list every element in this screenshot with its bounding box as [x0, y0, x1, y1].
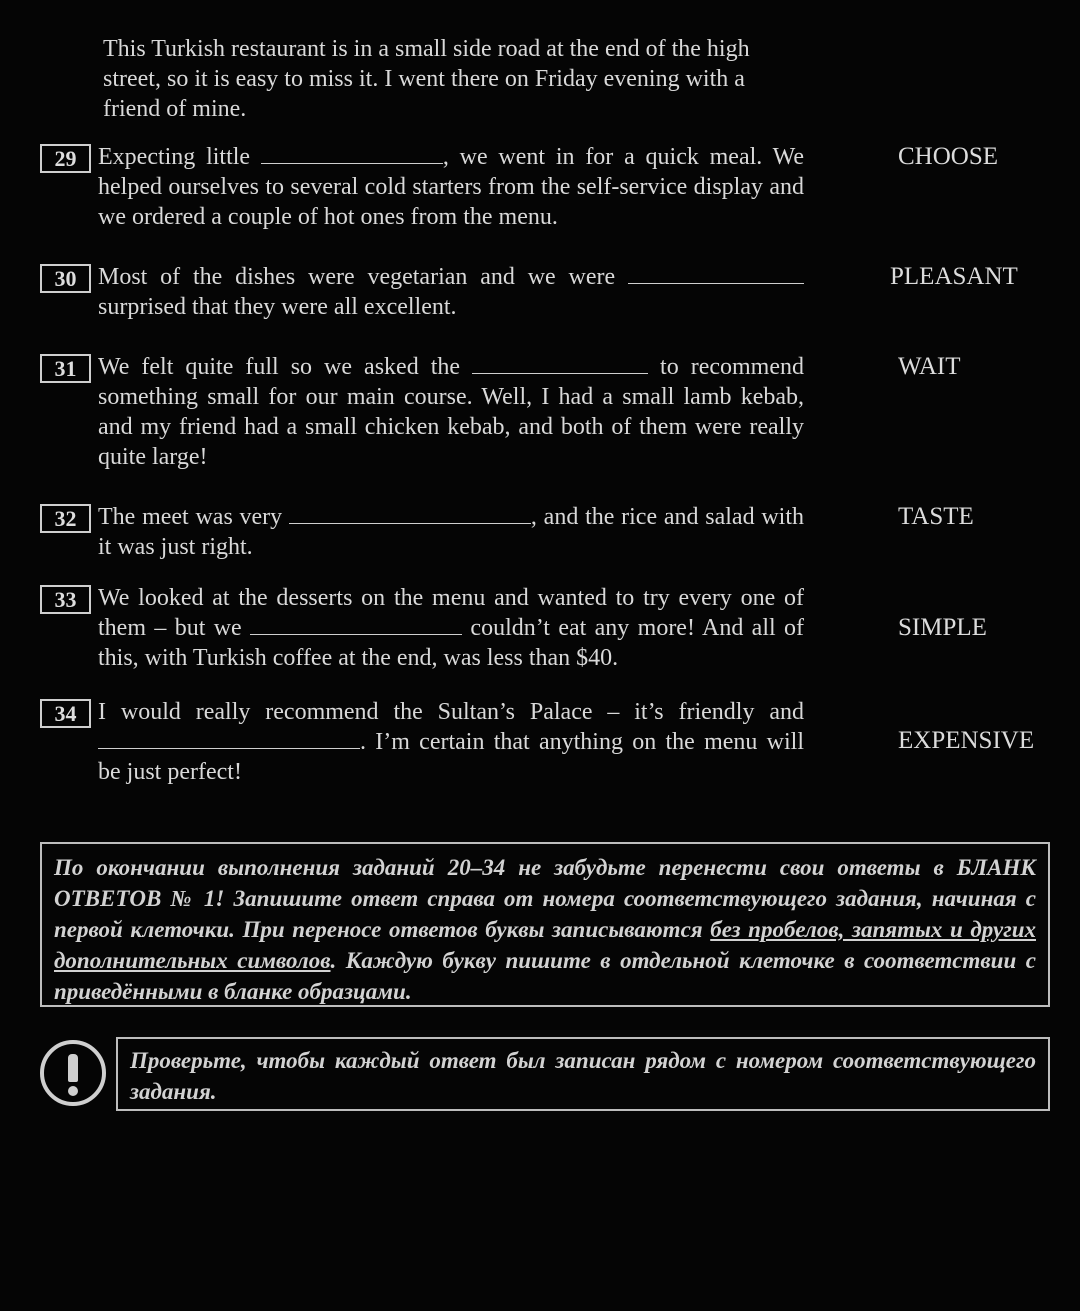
answer-blank[interactable] — [250, 614, 462, 635]
task-30 — [40, 262, 1050, 324]
text-after-blank: to recommend something small for our main course. Well, I had a small lamb kebab, and my friend had a small chicken kebab, and both of them were really quite large! — [98, 354, 804, 470]
task-number: 32 — [40, 504, 91, 533]
text-after-blank: surprised that they were all excellent. — [98, 294, 457, 320]
task-number: 34 — [40, 699, 91, 728]
text-after-blank: couldn’t eat any more! And all of this, with Turkish coffee at the end, was less than $40. — [98, 615, 805, 671]
stem-word: SIMPLE — [898, 614, 987, 641]
task-number: 29 — [40, 144, 91, 173]
task-33 — [40, 583, 1050, 675]
answer-blank[interactable] — [628, 263, 804, 284]
warning-text: Проверьте, чтобы каждый ответ был записан рядом с номером соответствующего задания. — [130, 1048, 1036, 1104]
task-text — [98, 262, 804, 322]
text-before-blank: We looked at the desserts on the menu and wanted to try every one of them – but we — [98, 585, 804, 641]
task-text — [98, 352, 804, 472]
task-text — [98, 583, 804, 673]
text-before-blank: Most of the dishes were vegetarian and we were — [98, 264, 628, 290]
task-34 — [40, 697, 1050, 789]
stem-word: TASTE — [898, 503, 974, 530]
answer-blank[interactable] — [261, 143, 443, 164]
stem-word: CHOOSE — [898, 143, 999, 170]
task-29 — [40, 142, 1050, 234]
task-text — [98, 142, 804, 232]
text-before-blank: We felt quite full so we asked the — [98, 354, 473, 380]
instruction-underlined-text: без пробелов, запятых и других дополнительных символов — [54, 917, 1036, 973]
stem-word: PLEASANT — [890, 263, 1018, 290]
task-text — [98, 697, 804, 787]
instruction-text: По окончании выполнения заданий 20–34 не забудьте перенести свои ответы в БЛАНК ОТВЕТОВ № 1! Запишите ответ справа от номера соответствующего задания, начиная с первой клеточки. При переносе ответов буквы записываются — [54, 855, 1036, 942]
text-after-blank: . I’m certain that anything on the menu will be just perfect! — [98, 729, 804, 785]
warning-box — [116, 1037, 1050, 1111]
stem-word: WAIT — [898, 353, 961, 380]
task-number: 33 — [40, 585, 91, 614]
text-before-blank: Expecting little — [98, 144, 261, 170]
stem-word: EXPENSIVE — [898, 727, 1035, 754]
instruction-box — [40, 842, 1050, 1007]
text-before-blank: The meet was very — [98, 504, 289, 530]
text-after-blank: , and the rice and salad with it was just right. — [98, 504, 804, 560]
answer-blank[interactable] — [289, 503, 531, 524]
task-31 — [40, 352, 1050, 474]
task-32 — [40, 502, 1050, 564]
instruction-text-end: . Каждую букву пишите в отдельной клеточке в соответствии с приведёнными в бланке образцами. — [54, 948, 1036, 1004]
task-number: 30 — [40, 264, 91, 293]
exclamation-circle-icon — [40, 1040, 106, 1106]
answer-blank[interactable] — [98, 728, 360, 749]
text-after-blank: , we went in for a quick meal. We helped ourselves to several cold starters from the self-service display and we ordered a couple of hot ones from the menu. — [98, 144, 805, 230]
task-number: 31 — [40, 354, 91, 383]
task-text — [98, 502, 804, 562]
text-before-blank: I would really recommend the Sultan’s Palace – it’s friendly and — [98, 699, 804, 725]
intro-paragraph: This Turkish restaurant is in a small side road at the end of the high street, so it is easy to miss it. I went there on Friday evening with a friend of mine. — [103, 36, 750, 122]
answer-blank[interactable] — [472, 353, 648, 374]
